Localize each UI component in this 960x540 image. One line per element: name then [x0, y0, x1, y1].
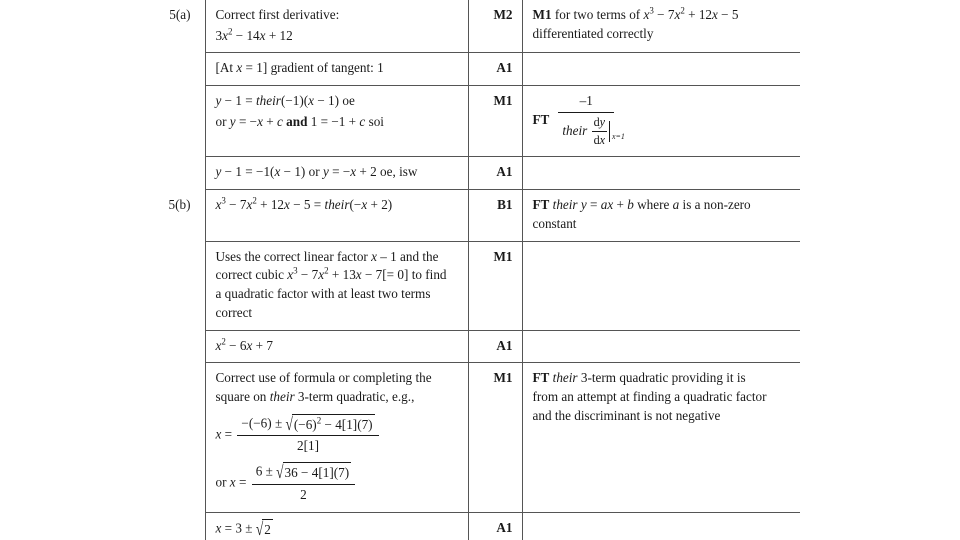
- math-tangent-line2: or y = −x + c and 1 = −1 + c soi: [215, 113, 384, 129]
- math-equate: $x^3 - 7x^2 + 12x - 5$ = their(−x + 2): [215, 195, 393, 213]
- mark-scheme-table: [155, 0, 800, 540]
- answer-cell-gradient: [205, 53, 468, 86]
- question-label-blank: [155, 86, 205, 157]
- note-cell-empty: [522, 157, 800, 190]
- answer-text-cont: – 1 and the: [376, 248, 439, 264]
- question-label-blank: [155, 330, 205, 363]
- fraction-numerator: –1: [558, 92, 614, 113]
- answer-cell-derivative: [205, 0, 468, 53]
- mark-cell: M2: [468, 0, 522, 53]
- note-cell-derivative: [522, 0, 800, 53]
- answer-cell-tangent-final: [205, 157, 468, 190]
- math-tangent-final: y − 1 = −1(x − 1) or y = −x + 2 oe, isw: [215, 164, 418, 180]
- sqrt-two: [256, 519, 273, 540]
- answer-line-1: Uses the correct linear factor x – 1 and the: [215, 248, 439, 264]
- note-mark-code: M1: [532, 7, 552, 22]
- answer-text-cont: 3-term quadratic, e.g.,: [294, 389, 415, 405]
- their-word: their: [324, 197, 350, 213]
- answer-text: square on: [215, 389, 270, 405]
- fraction-formula-2: [252, 462, 355, 504]
- answer-line-3: a quadratic factor with at least two terms: [215, 286, 431, 302]
- math-first-derivative: $3x^2 - 14x + 12$: [215, 26, 293, 43]
- math-cubic: $x^3 - 7x^2 + 12x - 5$: [643, 5, 739, 22]
- question-label-blank: [155, 241, 205, 330]
- fraction-numerator: 6 ± √36 − 4[1](7): [252, 462, 355, 485]
- note-cell-empty: [522, 241, 800, 330]
- answer-cell-tangent: [205, 86, 468, 157]
- answer-line-2: [216, 266, 460, 285]
- oe-text: oe: [339, 93, 355, 109]
- note-cell-ft-fraction: [522, 86, 800, 157]
- soi-text: soi: [365, 113, 384, 129]
- question-label-blank: [155, 512, 205, 540]
- math-quadratic-factor: $x^2 - 6x + 7$: [215, 336, 273, 353]
- note-text: for two terms of: [554, 7, 641, 22]
- evaluation-subscript: x=1: [612, 131, 625, 141]
- answer-text: correct cubic: [215, 267, 288, 283]
- oe-isw-text: oe, isw: [376, 164, 418, 180]
- math-solution: x = 3 ± √2: [216, 519, 460, 540]
- table-row: [155, 86, 800, 157]
- their-word: their: [269, 389, 295, 405]
- their-word: their: [552, 197, 578, 213]
- fraction-denominator: 2[1]: [296, 438, 319, 454]
- table-row: [155, 0, 800, 53]
- radical-icon: √: [255, 518, 264, 539]
- fraction-ft: [558, 92, 625, 149]
- table-row: [155, 53, 800, 86]
- mark-cell: A1: [468, 157, 522, 190]
- fraction-formula-1: [237, 414, 378, 456]
- or-word: or: [215, 113, 230, 129]
- table-row: [155, 190, 800, 241]
- answer-cell-quadratic: [205, 330, 468, 363]
- and-word: and: [286, 113, 308, 129]
- answer-cell-formula: [205, 363, 468, 512]
- radical-icon: √: [276, 461, 284, 483]
- question-label-5b: 5(b): [168, 196, 191, 212]
- answer-line-1: Correct use of formula or completing the: [215, 370, 432, 386]
- answer-cell-linear-factor: [205, 241, 468, 330]
- note-cell-empty: [522, 330, 800, 363]
- evaluation-bar: [609, 121, 625, 141]
- radicand: $(-6)^2 - 4[1](7)$: [292, 414, 375, 435]
- table-row: [155, 363, 800, 512]
- fraction-denominator: [558, 113, 625, 149]
- note-text: 3-term quadratic providing it is: [577, 370, 746, 386]
- answer-cell-solution: [205, 512, 468, 540]
- or-word: or: [305, 164, 323, 180]
- answer-line-4: correct: [215, 304, 253, 320]
- their-word: their: [256, 93, 281, 109]
- d-symbol: d: [593, 114, 600, 129]
- radicand: 2: [262, 519, 273, 540]
- dy: dy: [592, 114, 607, 132]
- note-cell-ft-linear: FT their y = ax + b where a is a non-zero constant: [522, 190, 800, 241]
- radical-icon: √: [285, 413, 293, 434]
- ft-label: FT: [532, 370, 550, 386]
- note-cell-ft-quadratic: [522, 363, 800, 512]
- d-symbol: d: [593, 133, 600, 148]
- table-row: [155, 512, 800, 540]
- gradient-text: = 1] gradient of tangent: 1: [242, 60, 384, 76]
- math-gradient: [At x = 1] gradient of tangent: 1: [215, 60, 384, 76]
- sqrt-discriminant: [285, 414, 374, 435]
- question-label-blank: [155, 363, 205, 512]
- question-label-blank: [155, 157, 205, 190]
- note-cell-empty: [522, 53, 800, 86]
- sqrt-discriminant: [276, 462, 351, 483]
- table-row: [155, 241, 800, 330]
- ft-expression: [533, 92, 793, 149]
- answer-text-cont: to find: [408, 267, 447, 283]
- mark-cell: M1: [468, 86, 522, 157]
- answer-text: Correct first derivative:: [215, 7, 340, 22]
- fraction-denominator: 2: [300, 486, 307, 502]
- note-line-1: [533, 369, 793, 388]
- answer-line-2: [216, 388, 460, 407]
- mark-cell: A1: [468, 330, 522, 363]
- ft-label: FT: [532, 112, 550, 128]
- note-text-cont: is a non-zero constant: [532, 197, 751, 231]
- math-linear-form: y = ax + b: [580, 197, 634, 213]
- table-row: [155, 157, 800, 190]
- solution-text: = 3 ±: [224, 520, 253, 536]
- their-word: their: [552, 370, 578, 386]
- derivative-fraction: [592, 114, 607, 149]
- mark-cell: M1: [468, 241, 522, 330]
- fraction-numerator: $-(-6) \pm √(-6)^2 - 4[1](7)$: [237, 414, 378, 437]
- radicand: 36 − 4[1](7): [283, 462, 352, 483]
- note-line-2: from an attempt at finding a quadratic factor: [532, 389, 767, 405]
- dx: dx: [593, 133, 606, 148]
- math-tangent-line1: y − 1 = their(−1)(x − 1) oe: [215, 93, 355, 109]
- their-word: their: [562, 122, 588, 138]
- table-row: [155, 330, 800, 363]
- or-word: or: [215, 474, 230, 490]
- math-quadratic-formula-2: or x = $\frac{6 \pm √36 - 4[1](7)}{2}$: [216, 462, 460, 504]
- bracket-open: [At: [215, 60, 237, 76]
- mark-cell: A1: [468, 512, 522, 540]
- mark-cell: A1: [468, 53, 522, 86]
- answer-cell-equate: [205, 190, 468, 241]
- mark-cell: B1: [468, 190, 522, 241]
- note-text-cont: differentiated correctly: [532, 25, 654, 41]
- note-line-3: and the discriminant is not negative: [532, 407, 721, 423]
- question-label-blank: [155, 53, 205, 86]
- note-text: where: [633, 197, 673, 213]
- note-cell-empty: [522, 512, 800, 540]
- answer-text: Uses the correct linear factor: [215, 248, 372, 264]
- mark-cell: M1: [468, 363, 522, 512]
- math-correct-cubic: $x^3 - 7x^2 + 13x - 7[= 0]$: [287, 265, 409, 283]
- ft-label: FT: [532, 197, 550, 213]
- question-label-5a: 5(a): [169, 7, 191, 22]
- math-quadratic-formula-1: x = $\frac{-(-6) \pm √(-6)^2 - 4[1](7)}{2[1]}$: [216, 414, 460, 456]
